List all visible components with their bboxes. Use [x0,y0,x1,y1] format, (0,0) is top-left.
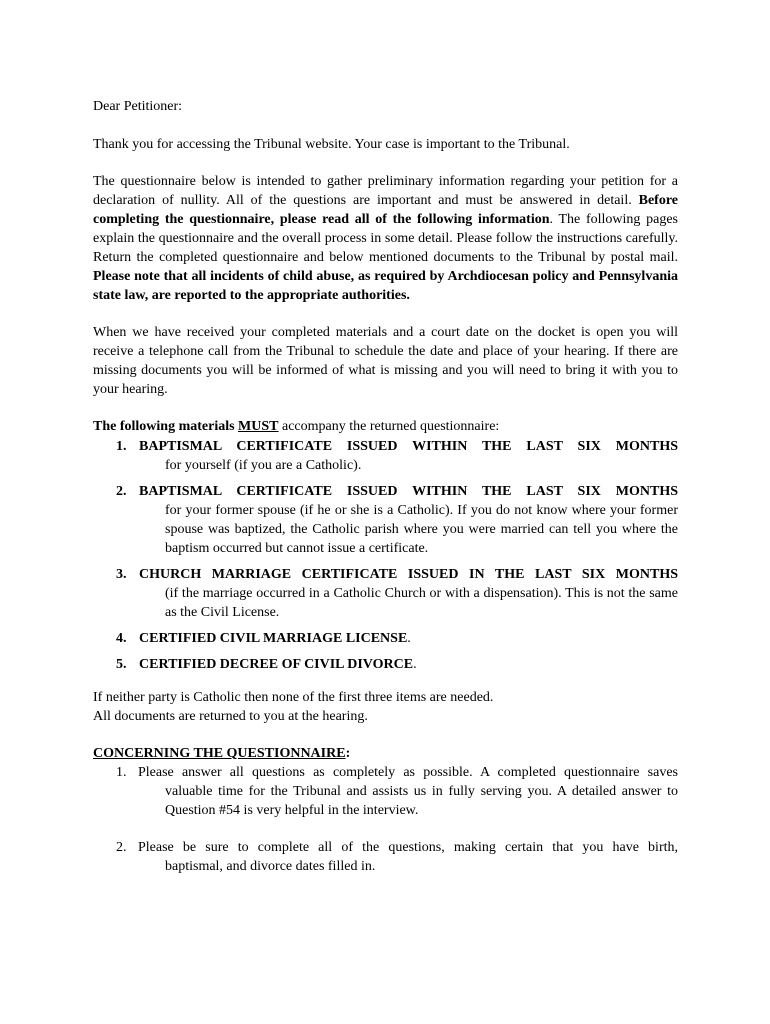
materials-item [93,482,678,558]
questionnaire-list [93,763,678,876]
questionnaire-item-first-line: Please answer all questions as completely as possible. A completed questionnaire saves [138,765,678,780]
materials-item-heading: BAPTISMAL CERTIFICATE ISSUED WITHIN THE LAST SIX MONTHS [139,484,678,499]
questionnaire-item [93,763,678,820]
materials-item-description: for yourself (if you are a Catholic). [165,458,362,473]
materials-item-number: 3. [116,567,127,582]
questionnaire-item-number: 2. [116,840,127,855]
documents-returned-note: All documents are returned to you at the hearing. [93,709,368,724]
materials-item-heading: BAPTISMAL CERTIFICATE ISSUED WITHIN THE LAST SIX MONTHS [139,439,678,454]
materials-title-rest: accompany the returned questionnaire: [278,419,500,434]
concerning-heading [93,744,678,763]
questionnaire-item-first-line: Please be sure to complete all of the questions, making certain that you have birth, [138,840,678,855]
materials-list [93,437,678,674]
thanks-paragraph: Thank you for accessing the Tribunal website. Your case is important to the Tribunal. [93,137,570,152]
materials-title-must: MUST [238,419,279,434]
intro-text-2: . The following pages explain the questionnaire and the overall process in some detail. Please follow the instructions carefully. Return the completed questionnaire and below mentioned documents to the Tribunal by postal mail. [93,212,678,265]
materials-item-heading-text: CERTIFIED CIVIL MARRIAGE LICENSE [139,631,408,646]
intro-paragraph [93,172,678,305]
concerning-heading-colon: : [345,746,351,761]
questionnaire-item [93,838,678,876]
questionnaire-item-rest: valuable time for the Tribunal and assists us in fully serving you. A detailed answer to Question #54 is very helpful in the interview. [165,784,678,818]
materials-item-heading [93,655,678,674]
materials-item-description: (if the marriage occurred in a Catholic Church or with a dispensation). This is not the same as the Civil License. [165,586,678,620]
materials-item [93,655,678,674]
materials-item-heading: CHURCH MARRIAGE CERTIFICATE ISSUED IN THE LAST SIX MONTHS [139,567,678,582]
materials-item-period: . [413,657,417,672]
materials-item [93,437,678,475]
questionnaire-item-number: 1. [116,765,127,780]
materials-item-description: for your former spouse (if he or she is a Catholic). If you do not know where your former spouse was baptized, the Catholic parish where you were married can tell you where the baptism occurred but cannot issue a certificate. [165,503,678,556]
materials-item-number: 2. [116,484,127,499]
letter-page [93,97,678,876]
materials-item-period: . [407,631,411,646]
greeting: Dear Petitioner: [93,99,183,114]
materials-item-number: 5. [116,657,127,672]
materials-item [93,629,678,648]
questionnaire-item-rest: baptismal, and divorce dates filled in. [165,859,376,874]
when-paragraph: When we have received your completed materials and a court date on the docket is open you will receive a telephone call from the Tribunal to schedule the date and place of your hearing. If there are missing documents you will be informed of what is missing and you will need to bring it with you to your hearing. [93,325,678,397]
intro-text-1: The questionnaire below is intended to gather preliminary information regarding your petition for a declaration of nullity. All of the questions are important and must be answered in detail. [93,174,678,208]
materials-title [93,417,678,436]
materials-item [93,565,678,622]
child-abuse-notice: Please note that all incidents of child abuse, as required by Archdiocesan policy and Pennsylvania state law, are reported to the appropriate authorities. [93,269,678,303]
materials-title-bold: The following materials [93,419,239,434]
materials-item-heading-text: CERTIFIED DECREE OF CIVIL DIVORCE [139,657,414,672]
materials-item-number: 4. [116,631,127,646]
concerning-heading-text: CONCERNING THE QUESTIONNAIRE [93,746,346,761]
neither-catholic-note: If neither party is Catholic then none of the first three items are needed. [93,690,494,705]
intro-bold-notice: Before completing the questionnaire, please read all of the following information [93,193,678,227]
materials-item-heading [93,629,678,648]
materials-item-number: 1. [116,439,127,454]
